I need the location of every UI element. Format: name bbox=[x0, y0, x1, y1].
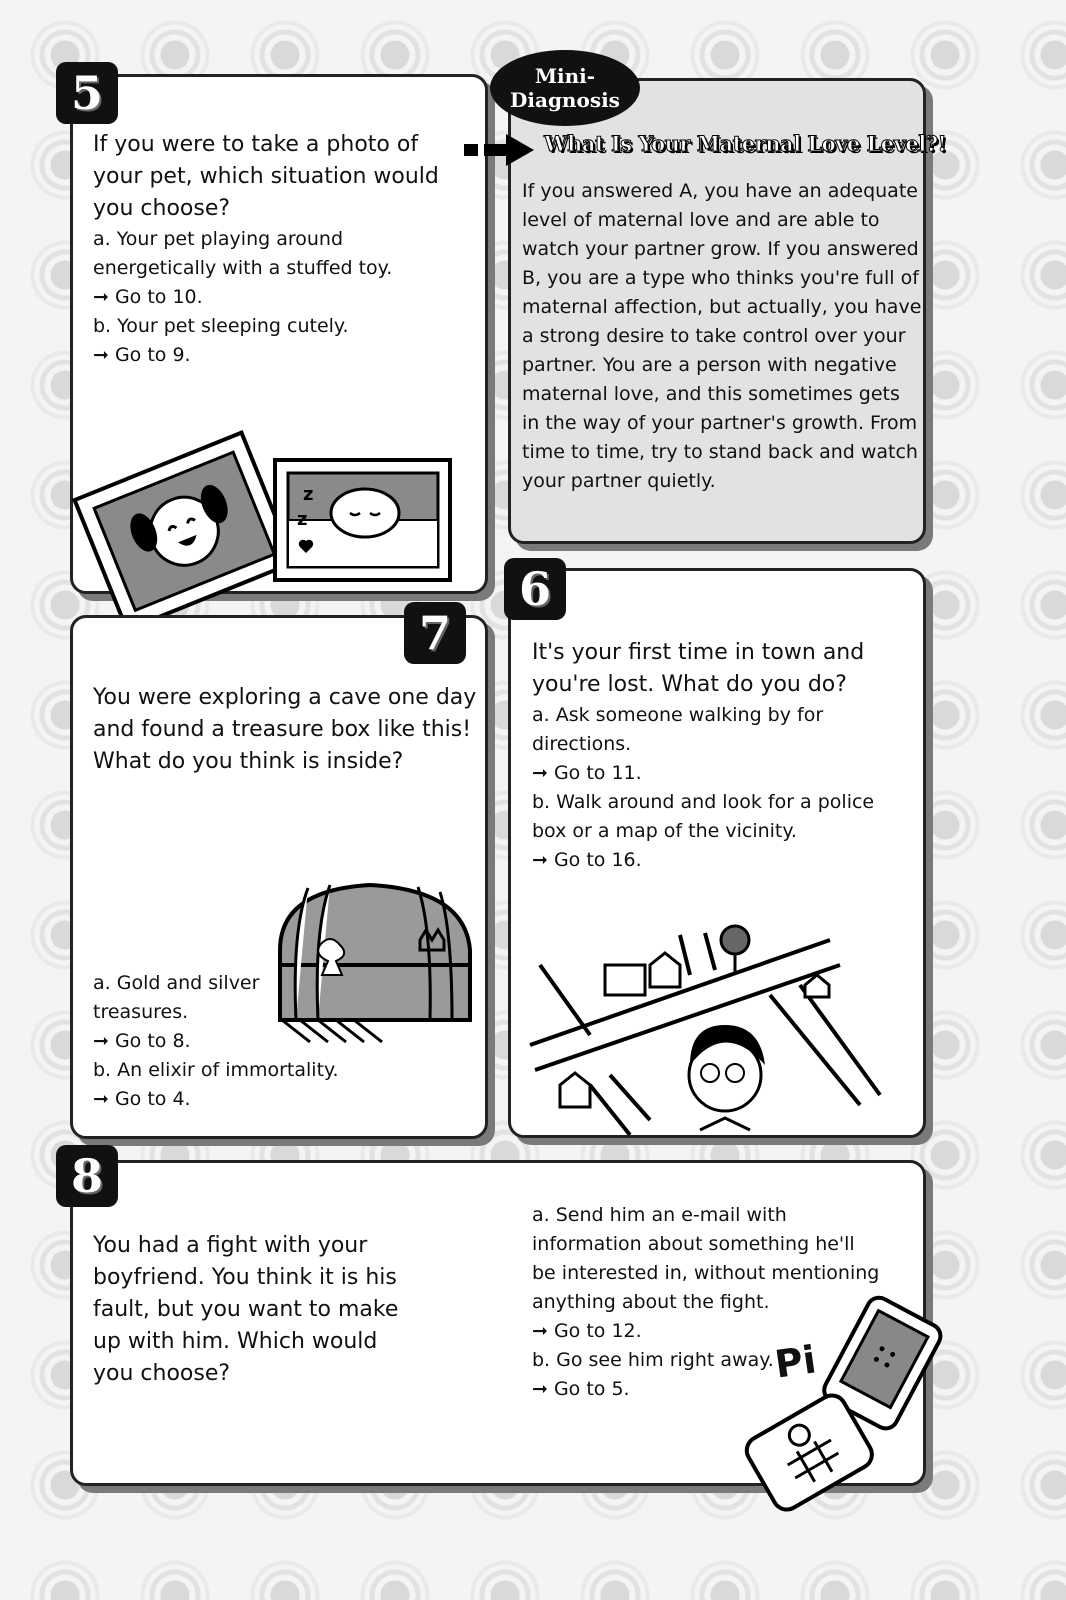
town-map-illustration bbox=[530, 925, 900, 1140]
mini-diagnosis-title: What Is Your Maternal Love Level?! bbox=[544, 131, 947, 156]
question-5-text: If you were to take a photo of your pet, which situation would you choose? bbox=[93, 132, 439, 221]
option-a[interactable]: a. Gold and silver bbox=[93, 972, 260, 994]
goto-link[interactable]: ➞ Go to 10. bbox=[93, 286, 203, 308]
option-b[interactable]: b. Walk around and look for a police bbox=[532, 791, 875, 813]
question-6-number: 6 bbox=[504, 558, 566, 620]
option-b[interactable]: b. An elixir of immortality. bbox=[93, 1059, 339, 1081]
question-7-text: You were exploring a cave one day and found a treasure box like this! What do you think is inside? bbox=[93, 685, 477, 774]
arrow-icon bbox=[462, 130, 537, 170]
phone-sound-text: Pi bbox=[772, 1337, 819, 1387]
goto-link[interactable]: ➞ Go to 5. bbox=[532, 1378, 630, 1400]
question-7-number: 7 bbox=[404, 602, 466, 664]
goto-link[interactable]: ➞ Go to 11. bbox=[532, 762, 642, 784]
question-5-options: a. Your pet playing around energetically with a stuffed toy. ➞ Go to 10. b. Your pet sleeping cutely. ➞ Go to 9. bbox=[93, 225, 392, 370]
goto-link[interactable]: ➞ Go to 9. bbox=[93, 344, 191, 366]
question-8-text: You had a fight with your boyfriend. You think it is his fault, but you want to make up with him. Which would you choose? bbox=[93, 1233, 399, 1386]
goto-link[interactable]: ➞ Go to 16. bbox=[532, 849, 642, 871]
option-a[interactable]: a. Ask someone walking by for bbox=[532, 704, 824, 726]
question-8-number: 8 bbox=[56, 1145, 118, 1207]
goto-link[interactable]: ➞ Go to 8. bbox=[93, 1030, 191, 1052]
svg-text:z: z bbox=[297, 509, 308, 530]
goto-link[interactable]: ➞ Go to 4. bbox=[93, 1088, 191, 1110]
pet-photos-illustration bbox=[75, 425, 465, 615]
svg-text:z: z bbox=[303, 484, 314, 505]
option-b[interactable]: b. Go see him right away. bbox=[532, 1349, 774, 1371]
question-7-options: a. Gold and silver treasures. ➞ Go to 8. b. An elixir of immortality. ➞ Go to 4. bbox=[93, 969, 339, 1114]
cell-phone-icon bbox=[745, 1305, 945, 1505]
mini-diagnosis-badge: Mini- Diagnosis bbox=[490, 50, 640, 126]
goto-link[interactable]: ➞ Go to 12. bbox=[532, 1320, 642, 1342]
question-5-number: 5 bbox=[56, 62, 118, 124]
option-a[interactable]: a. Your pet playing around bbox=[93, 228, 344, 250]
question-6-options: a. Ask someone walking by for directions. ➞ Go to 11. b. Walk around and look for a police box or a map of the vicinity. ➞ Go to 16. bbox=[532, 701, 874, 875]
mini-diagnosis-body: If you answered A, you have an adequate level of maternal love and are able to watch your partner grow. If you answered B, you are a type who thinks you're full of maternal affection, but actually, you have a strong desire to take control over your partner. You are a person with negative maternal love, and this sometimes gets in the way of your partner's growth. From time to time, try to stand back and watch your partner quietly. bbox=[522, 180, 922, 492]
option-a[interactable]: a. Send him an e-mail with bbox=[532, 1204, 787, 1226]
question-6-text: It's your first time in town and you're lost. What do you do? bbox=[532, 640, 865, 697]
option-b[interactable]: b. Your pet sleeping cutely. bbox=[93, 315, 349, 337]
question-8-options: a. Send him an e-mail with information about something he'll be interested in, without mentioning anything about the fight. ➞ Go to 12. b. Go see him right away. ➞ Go to 5. bbox=[532, 1201, 879, 1404]
